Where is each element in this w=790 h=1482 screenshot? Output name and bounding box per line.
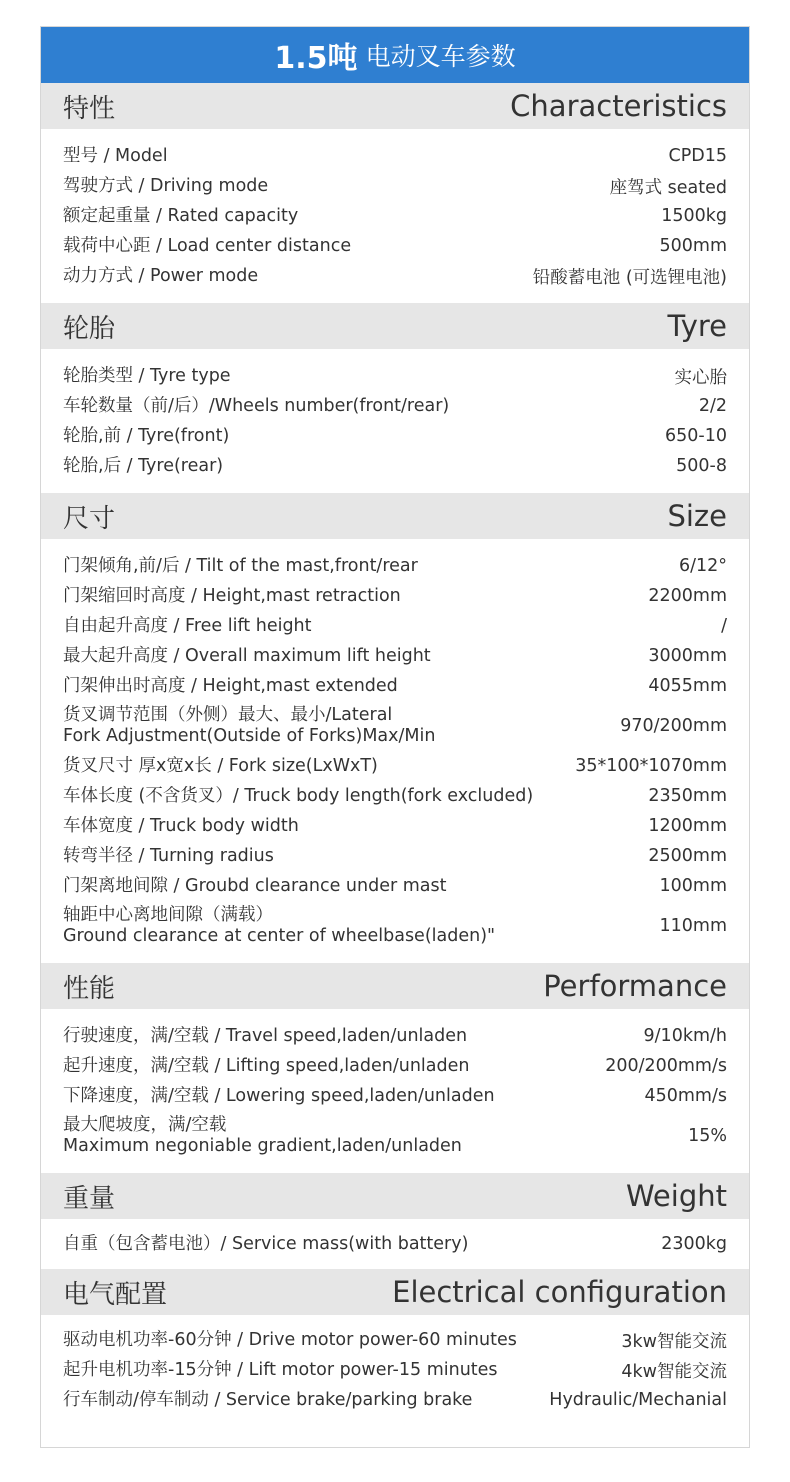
spec-label-line: 起升电机功率-15分钟 / Lift motor power-15 minutes [63,1359,498,1380]
spec-row [63,1081,727,1111]
spec-label [63,1086,495,1107]
spec-value: 2500mm [648,846,727,866]
spec-label-line: 载荷中心距 / Load center distance [63,235,352,256]
spec-label-line: 最大爬坡度，满/空载 [63,1115,227,1135]
spec-label [63,586,401,607]
spec-label-line: 轴距中心离地间隙（满载） [63,905,273,925]
spec-row [63,581,727,611]
spec-value: 970/200mm [620,716,727,736]
spec-value: 铅酸蓄电池 (可选锂电池) [532,267,727,288]
section-header [41,1269,749,1315]
spec-row [63,811,727,841]
section-title-zh: 重量 [63,1183,116,1214]
spec-label-line: Fork Adjustment(Outside of Forks)Max/Min [63,726,436,746]
spec-label [63,705,435,747]
spec-label-line: 下降速度，满/空载 / Lowering speed,laden/unladen [63,1085,495,1106]
spec-label-line: 轮胎,后 / Tyre(rear) [63,455,224,476]
spec-value: 2200mm [648,586,727,606]
section-title-zh: 特性 [63,93,116,124]
section-header [41,83,749,129]
title-bar [41,27,749,83]
spec-value: 座驾式 seated [609,177,727,198]
section-header [41,1173,749,1219]
spec-label-line: 最大起升高度 / Overall maximum lift height [63,645,431,666]
spec-label [63,816,299,837]
spec-row [63,201,727,231]
spec-row [63,671,727,701]
spec-label [63,556,418,577]
spec-label-line: 转弯半径 / Turning radius [63,845,274,866]
section-title-en: Characteristics [510,89,727,123]
section-title-en: Electrical configuration [392,1275,727,1309]
section-title-en: Size [667,499,727,533]
section-header [41,303,749,349]
spec-row [63,641,727,671]
spec-row [63,901,727,951]
spec-value: 9/10km/h [643,1026,727,1046]
spec-value: 3kw智能交流 [621,1331,727,1352]
spec-label-line: 驾驶方式 / Driving mode [63,175,269,196]
spec-label-line: 驱动电机功率-60分钟 / Drive motor power-60 minutes [63,1329,517,1350]
spec-row [63,841,727,871]
spec-row [63,781,727,811]
spec-label-line: 自重（包含蓄电池）/ Service mass(with battery) [63,1233,469,1254]
spec-label-line: 轮胎,前 / Tyre(front) [63,425,230,446]
title-text: 电动叉车参数 [365,42,516,71]
spec-value: 2/2 [698,396,727,416]
spec-row [63,871,727,901]
spec-label [63,236,351,257]
spec-label [63,396,449,417]
spec-label-line: 额定起重量 / Rated capacity [63,205,299,226]
spec-value: 6/12° [678,556,727,576]
spec-label [63,1360,498,1381]
spec-row [63,171,727,201]
section-body [41,1315,749,1423]
spec-value: 1500kg [661,206,727,226]
spec-label-line: 行驶速度，满/空载 / Travel speed,laden/unladen [63,1025,468,1046]
section-title-zh: 尺寸 [63,503,116,534]
spec-label [63,1234,468,1255]
spec-value: 100mm [659,876,727,896]
spec-value: 650-10 [665,426,727,446]
section-title-en: Performance [543,969,727,1003]
spec-label-line: 起升速度，满/空载 / Lifting speed,laden/unladen [63,1055,470,1076]
spec-row [63,611,727,641]
spec-value: 2300kg [661,1234,727,1254]
spec-value: 450mm/s [644,1086,727,1106]
spec-label-line: Ground clearance at center of wheelbase(laden)" [63,926,496,946]
spec-row [63,1111,727,1161]
spec-value: 4055mm [648,676,727,696]
spec-row [63,551,727,581]
spec-value: 35*100*1070mm [575,756,727,776]
spec-label-line: 车轮数量（前/后）/Wheels number(front/rear) [63,395,450,416]
section-title-zh: 轮胎 [63,313,116,344]
spec-label-line: 轮胎类型 / Tyre type [63,365,231,386]
spec-label [63,905,495,947]
spec-label-line: 车体长度 (不含货叉）/ Truck body length(fork excluded) [63,785,534,806]
spec-row [63,1051,727,1081]
spec-value: / [721,616,727,636]
spec-value: 500-8 [676,456,727,476]
spec-label-line: 货叉尺寸 厚x宽x长 / Fork size(LxWxT) [63,755,378,776]
section-body [41,129,749,303]
spec-row [63,1355,727,1385]
spec-row [63,1325,727,1355]
spec-label [63,366,231,387]
spec-label [63,456,223,477]
spec-row [63,701,727,751]
spec-row [63,141,727,171]
spec-value: CPD15 [668,146,727,166]
spec-row [63,391,727,421]
spec-label [63,426,229,447]
spec-label-line: 行车制动/停车制动 / Service brake/parking brake [63,1389,473,1410]
spec-sections [41,83,749,1423]
spec-label [63,1115,462,1157]
spec-value: 实心胎 [674,367,727,388]
spec-row [63,1385,727,1415]
spec-label [63,1026,467,1047]
spec-label [63,1330,517,1351]
spec-label-line: 动力方式 / Power mode [63,265,259,286]
section-title-en: Weight [625,1179,727,1213]
spec-value: 500mm [659,236,727,256]
section-title-zh: 电气配置 [63,1279,168,1310]
spec-label [63,206,298,227]
spec-sheet [40,26,750,1448]
spec-label-line: 门架伸出时高度 / Height,mast extended [63,675,398,696]
section-header [41,493,749,539]
spec-label-line: Maximum negoniable gradient,laden/unladen [63,1136,462,1156]
spec-value: 15% [688,1126,727,1146]
spec-label-line: 型号 / Model [63,145,168,166]
spec-label [63,266,258,287]
spec-label [63,676,398,697]
spec-value: 3000mm [648,646,727,666]
spec-row [63,361,727,391]
spec-label [63,846,274,867]
spec-label [63,1056,469,1077]
section-body [41,539,749,963]
spec-value: 1200mm [648,816,727,836]
section-title-en: Tyre [667,309,727,343]
title-capacity: 1.5吨 [274,41,358,76]
section-body [41,1009,749,1173]
spec-label [63,1390,472,1411]
spec-label-line: 门架离地间隙 / Groubd clearance under mast [63,875,447,896]
spec-label-line: 货叉调节范围（外侧）最大、最小/Lateral [63,705,393,725]
section-header [41,963,749,1009]
spec-label [63,146,168,167]
spec-label-line: 自由起升高度 / Free lift height [63,615,312,636]
spec-row [63,451,727,481]
spec-label [63,756,378,777]
spec-row [63,231,727,261]
spec-row [63,751,727,781]
spec-label [63,616,312,637]
spec-row [63,421,727,451]
spec-row [63,1229,727,1259]
spec-label [63,646,431,667]
spec-value: 4kw智能交流 [621,1361,727,1382]
section-body [41,1219,749,1269]
spec-label-line: 门架缩回时高度 / Height,mast retraction [63,585,401,606]
spec-value: 200/200mm/s [605,1056,727,1076]
spec-label [63,176,268,197]
spec-row [63,261,727,291]
spec-label-line: 门架倾角,前/后 / Tilt of the mast,front/rear [63,555,418,576]
section-body [41,349,749,493]
spec-value: 2350mm [648,786,727,806]
spec-row [63,1021,727,1051]
spec-label [63,876,446,897]
spec-value: Hydraulic/Mechanial [549,1390,727,1410]
spec-value: 110mm [659,916,727,936]
section-title-zh: 性能 [63,973,116,1004]
spec-label-line: 车体宽度 / Truck body width [63,815,299,836]
spec-label [63,786,533,807]
